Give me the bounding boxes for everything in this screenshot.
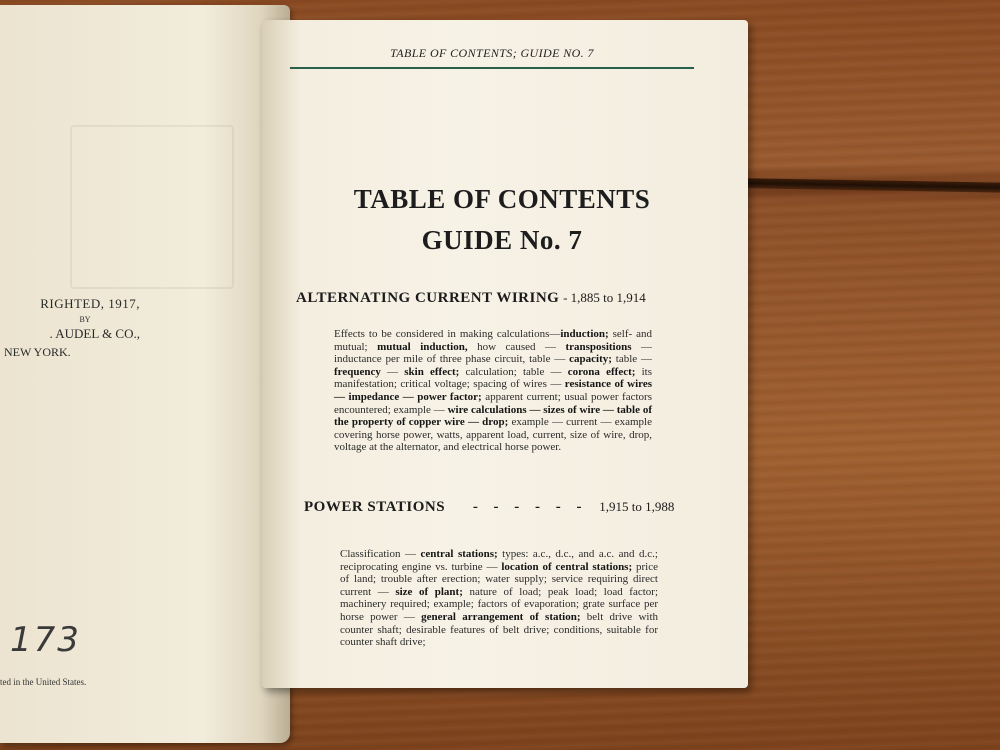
body-text: —: [380, 365, 405, 378]
section-name: POWER STATIONS: [304, 499, 446, 515]
copyright-by: BY: [79, 314, 91, 324]
handwritten-number: 173: [10, 620, 81, 660]
body-text: its manifestation; critical voltage; spacing of wires —: [334, 365, 652, 391]
section-leader-dots: - - - - - -: [472, 499, 588, 515]
body-keyword: induction;: [560, 328, 609, 340]
body-keyword: frequency: [334, 365, 381, 378]
body-keyword: central stations;: [420, 548, 498, 560]
body-text: self- and mutual;: [334, 328, 652, 353]
body-keyword: general arrangement of station;: [421, 610, 581, 623]
body-keyword: mutual induction,: [377, 340, 468, 353]
body-text: calculation; table —: [459, 365, 568, 378]
body-text: types: a.c., d.c., and a.c. and d.c.; reciprocating engine vs. turbine —: [340, 548, 658, 573]
body-keyword: skin effect;: [404, 365, 460, 378]
body-keyword: corona effect;: [567, 365, 636, 378]
body-keyword: transpositions: [565, 340, 632, 353]
body-text: — inductance per mile of three phase circuit, table —: [334, 340, 653, 366]
body-text: Effects to be considered in making calculations—: [334, 328, 561, 340]
publisher-name: . AUDEL & CO.,: [49, 326, 140, 342]
body-keyword: size of plant;: [395, 585, 463, 598]
body-text: how caused —: [467, 340, 566, 353]
section-pages: - 1,885 to 1,914: [563, 290, 646, 305]
left-page: [0, 5, 290, 743]
body-text: table —: [611, 353, 652, 366]
header-rule: [290, 67, 694, 69]
body-text: price of land; trouble after erection; water supply; service requiring direct current —: [340, 560, 658, 598]
bleed-through-mark: [70, 125, 234, 289]
body-text: apparent current; usual power factors encountered; example —: [334, 390, 652, 416]
section-body-power-stations: [340, 548, 658, 649]
section-body-ac-wiring: [334, 328, 652, 454]
copyright-line: RIGHTED, 1917,: [40, 296, 140, 311]
body-text: example — current — example covering horse power, watts, apparent load, current, size of wire, drop, voltage at the alternator, and electrical horse power.: [334, 416, 652, 454]
section-name: ALTERNATING CURRENT WIRING: [296, 290, 560, 306]
body-text: belt drive with counter shaft; desirable features of belt drive; conditions, suitable for counter shaft drive;: [340, 610, 658, 649]
running-head: TABLE OF CONTENTS; GUIDE NO. 7: [390, 46, 594, 60]
page-subtitle: GUIDE No. 7: [421, 225, 583, 255]
body-keyword: resistance of wires — impedance — power factor;: [334, 378, 652, 403]
section-pages: 1,915 to 1,988: [599, 499, 675, 514]
body-keyword: capacity;: [569, 353, 612, 366]
right-page: [262, 20, 748, 688]
printed-in-note: ted in the United States.: [0, 677, 87, 687]
publisher-city: NEW YORK.: [4, 345, 71, 360]
copyright-block: [0, 297, 140, 360]
section-heading-ac-wiring: [296, 290, 646, 307]
body-text: nature of load; peak load; load factor; machinery required; example; factors of evaporation; grate surface per horse power —: [340, 585, 658, 623]
body-keyword: location of central stations;: [501, 560, 633, 573]
body-keyword: wire calculations — sizes of wire — table of the property of copper wire — drop;: [334, 403, 652, 429]
page-title: TABLE OF CONTENTS: [353, 184, 651, 214]
body-text: Classification —: [340, 548, 421, 560]
section-heading-power-stations: [304, 499, 674, 516]
